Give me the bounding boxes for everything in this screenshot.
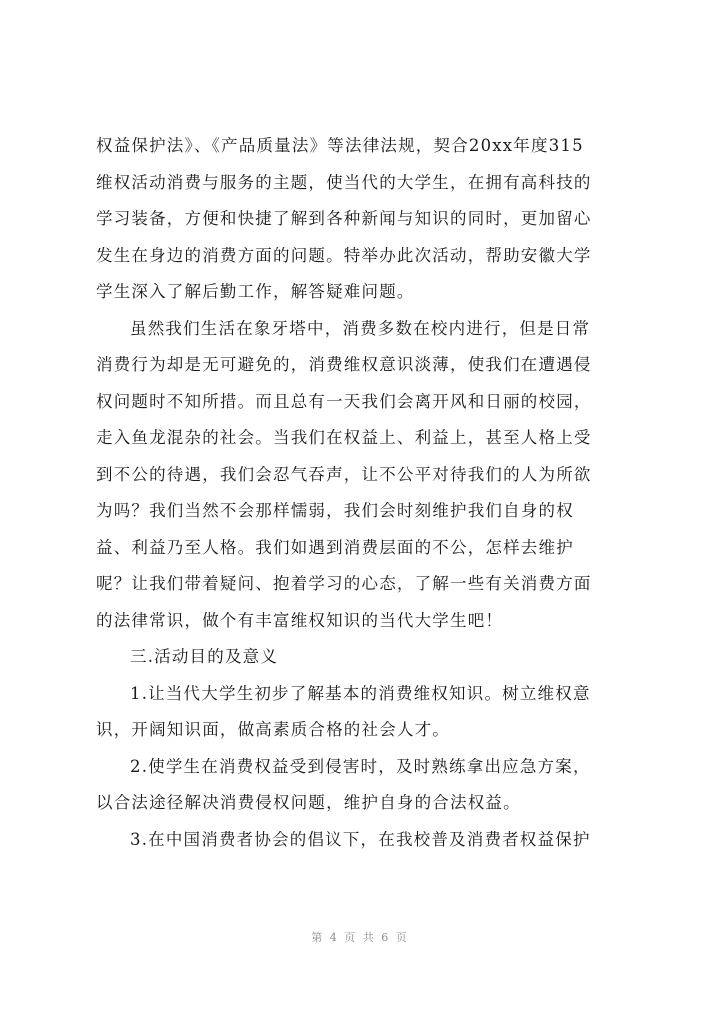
body-text xyxy=(96,128,632,858)
list-item-3-start: 3.在中国消费者协会的倡议下，在我校普及消费者权益保护 xyxy=(130,829,591,849)
text-line: 为吗？我们当然不会那样懦弱，我们会时刻维护我们自身的权 xyxy=(96,501,574,520)
text-line: 识，开阔知识面，做高素质合格的社会人才。 xyxy=(96,720,450,739)
text-line: 益、利益乃至人格。我们如遇到消费层面的不公，怎样去维护 xyxy=(96,537,574,557)
page-footer: 第 4 页 共 6 页 xyxy=(311,931,409,944)
text-line: 权益保护法》、《产品质量法》等法律法规，契合20xx年度315 xyxy=(96,136,584,155)
text-line: 学习装备，方便和快捷了解到各种新闻与知识的同时，更加留心 xyxy=(96,209,592,228)
text-line: 以合法途径解决消费侵权问题，维护自身的合法权益。 xyxy=(96,793,521,812)
text-line: 权问题时不知所措。而且总有一天我们会离开风和日丽的校园， xyxy=(96,391,592,411)
list-item-1-start: 1.让当代大学生初步了解基本的消费维权知识。树立维权意 xyxy=(130,683,591,703)
text-line: 学生深入了解后勤工作，解答疑难问题。 xyxy=(96,282,415,301)
text-line: 发生在身边的消费方面的问题。特举办此次活动，帮助安徽大学 xyxy=(96,245,592,265)
text-line: 维权活动消费与服务的主题，使当代的大学生，在拥有高科技的 xyxy=(96,172,592,192)
text-line: 的法律常识，做个有丰富维权知识的当代大学生吧！ xyxy=(96,610,504,630)
list-item-2-start: 2.使学生在消费权益受到侵害时，及时熟练拿出应急方案， xyxy=(130,756,591,776)
text-line: 消费行为却是无可避免的，消费维权意识淡薄，使我们在遭遇侵 xyxy=(96,355,592,374)
text-line: 走入鱼龙混杂的社会。当我们在权益上、利益上，甚至人格上受 xyxy=(96,428,592,447)
text-line: 呢？让我们带着疑问、抱着学习的心态，了解一些有关消费方面 xyxy=(96,574,592,593)
section-heading: 三.活动目的及意义 xyxy=(130,647,279,666)
text-line: 到不公的待遇，我们会忍气吞声，让不公平对待我们的人为所欲 xyxy=(96,464,592,484)
paragraph-start-line: 虽然我们生活在象牙塔中，消费多数在校内进行，但是日常 xyxy=(130,318,591,338)
